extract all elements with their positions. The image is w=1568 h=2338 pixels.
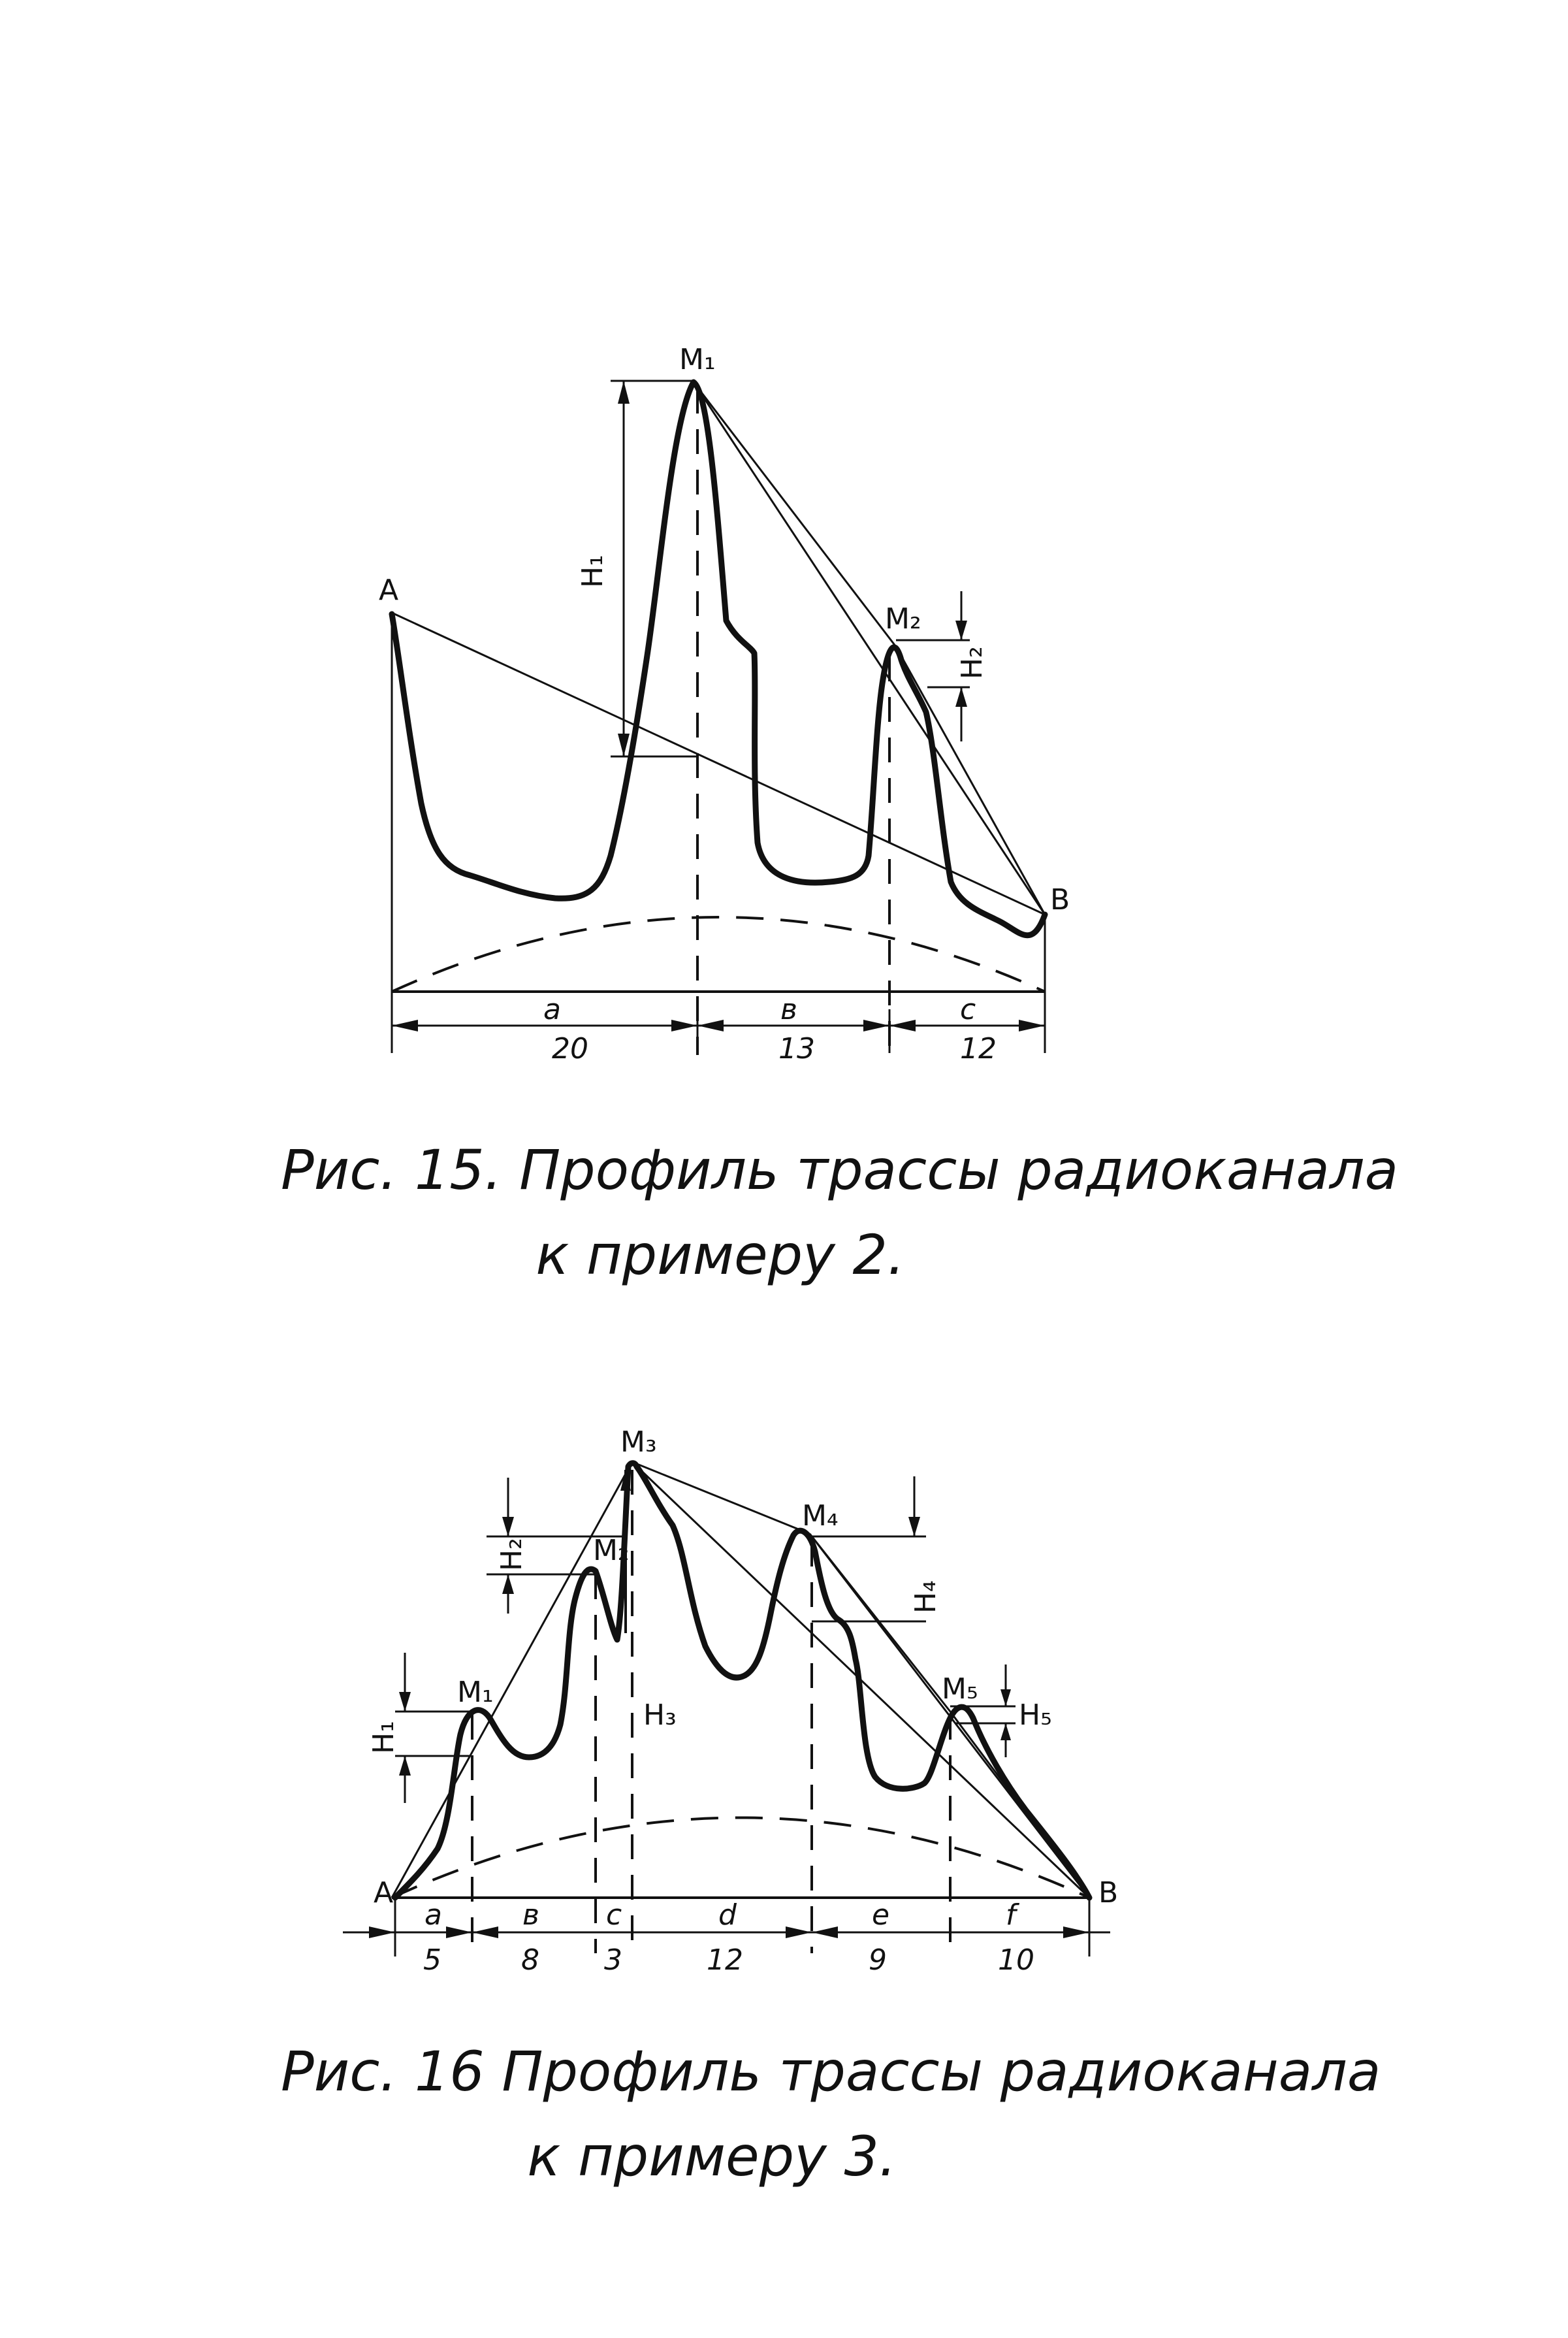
fig16-label-H4: H₄	[909, 1580, 942, 1614]
fig16-dim-arrow-3	[472, 1926, 498, 1938]
fig15-seg-letter-b: в	[780, 993, 797, 1026]
fig16-seg-value-c: 3	[604, 1943, 622, 1977]
fig15-label-H2: H₂	[955, 646, 989, 679]
fig16-seg-value-b: 8	[521, 1943, 539, 1977]
fig16-label-M4: M₄	[802, 1499, 839, 1533]
fig16-dim-arrow-6	[1063, 1926, 1089, 1938]
fig15-dim-arrow-3	[697, 1020, 724, 1031]
fig15-line-M2B	[896, 647, 1045, 915]
fig16-caption-line1: Рис. 16 Профиль трассы радиоканала	[281, 2039, 1381, 2103]
fig16-seg-letter-d: d	[718, 1898, 737, 1932]
fig16-dim-arrow-1	[369, 1926, 395, 1938]
fig16-line-M3-B	[632, 1462, 1089, 1898]
fig16-label-M1: M₁	[457, 1676, 494, 1709]
fig15-caption-line1: Рис. 15. Профиль трассы радиоканала	[281, 1138, 1399, 1202]
fig15-curvature-arc	[392, 917, 1045, 992]
fig16-label-A: A	[374, 1876, 394, 1909]
fig16-h4-arrow-down	[908, 1517, 920, 1536]
fig16-label-M3: M₃	[620, 1425, 657, 1459]
fig16-label-H5: H₅	[1019, 1698, 1052, 1732]
fig15-caption-line2: к примеру 2.	[536, 1223, 905, 1287]
fig16-label-H2: H₂	[495, 1538, 528, 1571]
fig16-seg-letter-b: в	[522, 1898, 539, 1932]
fig15-dim-arrow-2	[671, 1020, 697, 1031]
fig16-seg-value-e: 9	[869, 1943, 887, 1977]
figure-16	[281, 1425, 1381, 2188]
fig15-dim-arrow-6	[1019, 1020, 1045, 1031]
fig15-h1-arrow-down	[618, 734, 630, 756]
fig15-seg-letter-c: c	[960, 993, 976, 1026]
fig16-seg-value-f: 10	[998, 1943, 1034, 1977]
fig16-dim-arrow-5	[812, 1926, 838, 1938]
fig15-seg-letter-a: a	[543, 993, 561, 1026]
fig16-label-B: B	[1098, 1876, 1119, 1909]
fig16-line-M4-M5	[810, 1534, 950, 1712]
fig16-h1-arrow-down	[399, 1692, 411, 1712]
fig16-h5-arrow-up	[1000, 1723, 1011, 1740]
fig15-seg-value-a: 20	[552, 1032, 588, 1065]
fig16-seg-letter-a: a	[424, 1898, 442, 1932]
fig16-label-M2: M₂	[593, 1534, 630, 1567]
fig16-terrain-profile	[395, 1463, 1089, 1898]
fig15-seg-value-b: 13	[778, 1032, 815, 1065]
fig15-label-M2: M₂	[885, 602, 921, 636]
fig16-h5-arrow-down	[1000, 1689, 1011, 1706]
fig16-seg-value-d: 12	[707, 1943, 743, 1977]
fig16-curvature-arc	[392, 1818, 1089, 1898]
fig15-label-M1: M₁	[679, 343, 716, 376]
fig15-h2-arrow-up	[955, 687, 967, 707]
fig15-dim-arrow-1	[392, 1020, 418, 1031]
fig16-dim-arrow-2	[446, 1926, 472, 1938]
fig16-dim-arrow-4	[786, 1926, 812, 1938]
fig16-h2-arrow-down	[502, 1517, 514, 1536]
fig16-seg-value-a: 5	[423, 1943, 441, 1977]
fig16-label-M5: M₅	[942, 1672, 978, 1706]
fig16-h2-arrow-up	[502, 1574, 514, 1594]
fig16-caption-line2: к примеру 3.	[527, 2124, 897, 2188]
fig16-seg-letter-c: c	[606, 1898, 622, 1932]
fig15-dim-arrow-5	[889, 1020, 916, 1031]
fig15-h2-arrow-down	[955, 621, 967, 640]
fig16-label-H3: H₃	[643, 1698, 677, 1732]
fig16-seg-letter-f: f	[1006, 1898, 1016, 1932]
fig15-dim-arrow-4	[863, 1020, 889, 1031]
fig16-seg-letter-e: e	[872, 1898, 890, 1932]
fig15-label-H1: H₁	[576, 555, 609, 588]
fig15-line-AB	[392, 613, 1045, 915]
figure-15	[281, 343, 1398, 1287]
fig16-label-H1: H₁	[367, 1721, 400, 1754]
fig15-seg-value-c: 12	[960, 1032, 997, 1065]
fig15-label-B: B	[1050, 883, 1070, 917]
fig15-h1-arrow-up	[618, 381, 630, 404]
fig15-label-A: A	[379, 574, 399, 607]
fig16-h1-arrow-up	[399, 1756, 411, 1776]
